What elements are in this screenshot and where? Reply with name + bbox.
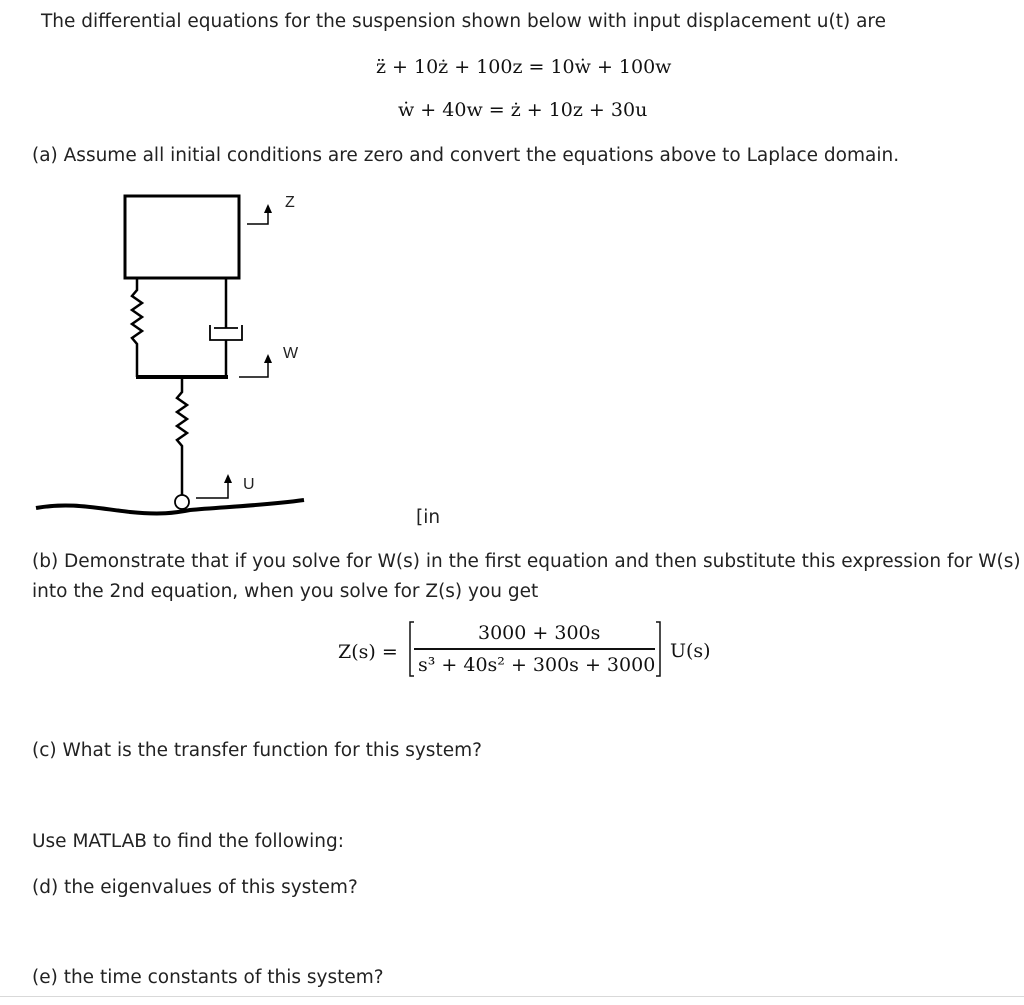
stray-text: [in xyxy=(416,507,441,528)
formula-lhs: Z(s) = xyxy=(338,641,398,663)
equation-2: ẇ + 40w = ż + 10z + 30u xyxy=(398,99,648,121)
formula-denominator: s³ + 40s² + 300s + 3000 xyxy=(418,654,656,676)
part-a-text: (a) Assume all initial conditions are zero and convert the equations above to Laplace domain. xyxy=(32,145,900,166)
bottom-divider xyxy=(0,996,1024,997)
part-b-line-2: into the 2nd equation, when you solve for Z(s) you get xyxy=(32,581,539,602)
part-e-text: (e) the time constants of this system? xyxy=(32,967,384,988)
upper-spring xyxy=(132,278,142,377)
w-indicator xyxy=(239,360,268,377)
contact-point xyxy=(175,495,189,509)
road-ground xyxy=(36,500,304,513)
matlab-intro-text: Use MATLAB to find the following: xyxy=(32,831,344,852)
body-mass-block xyxy=(125,196,239,278)
label-w: W xyxy=(283,345,299,362)
tire-spring xyxy=(177,377,187,498)
part-c-text: (c) What is the transfer function for this system? xyxy=(32,740,482,761)
label-u: U xyxy=(243,476,255,493)
part-d-text: (d) the eigenvalues of this system? xyxy=(32,877,358,898)
u-indicator xyxy=(196,480,228,498)
intro-text: The differential equations for the suspension shown below with input displacement u(t) are xyxy=(41,11,886,32)
formula-rhs: U(s) xyxy=(670,640,711,662)
equation-1: z̈ + 10ż + 100z = 10ẇ + 100w xyxy=(376,56,672,78)
part-b-line-1: (b) Demonstrate that if you solve for W(s) in the first equation and then substitute this expression for W(s) xyxy=(32,551,1021,572)
formula-numerator: 3000 + 300s xyxy=(478,622,601,644)
label-z: Z xyxy=(285,194,295,211)
formula-brackets xyxy=(404,620,666,680)
